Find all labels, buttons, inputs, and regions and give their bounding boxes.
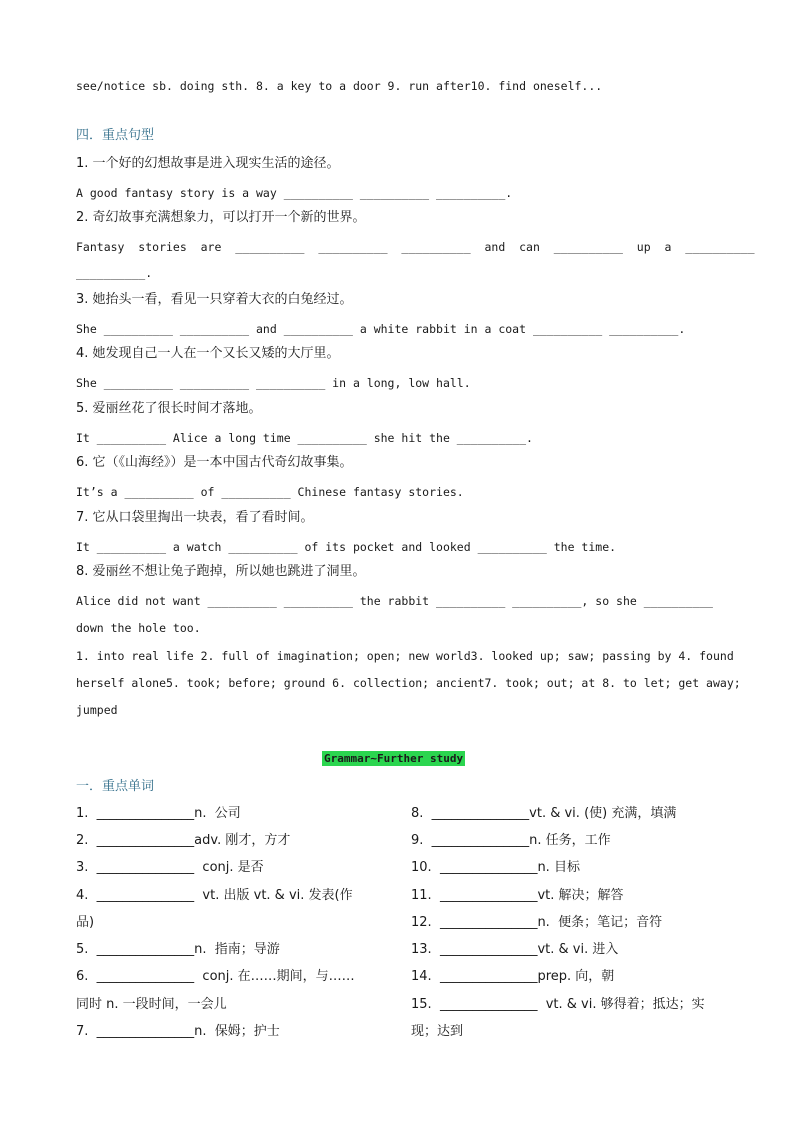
vocab-item: 4. _______________ vt. 出版 vt. & vi. 发表(作 xyxy=(76,888,353,903)
section-title: Grammar~Further study xyxy=(324,752,464,765)
vocab-item: 3. _______________ conj. 是否 xyxy=(76,860,264,875)
prompt-4: 4. 她发现自己一人在一个又长又矮的大厅里。 xyxy=(76,346,340,361)
vocab-item: 10. _______________n. 目标 xyxy=(411,860,580,875)
blank-line-1: A good fantasy story is a way __________ __________ __________. xyxy=(76,186,513,200)
section-heading-sentences: 四．重点句型 xyxy=(76,128,155,143)
blank-line-2: Fantasy stories are __________ __________ __________ and can __________ up a __________ xyxy=(76,240,755,254)
vocab-item-cont: 品) xyxy=(76,915,95,930)
answer-line: herself alone5. took; before; ground 6. collection; ancient7. took; out; at 8. to let; get away; xyxy=(76,676,741,690)
vocab-item: 2. _______________adv. 刚才，方才 xyxy=(76,833,291,848)
prompt-2: 2. 奇幻故事充满想象力，可以打开一个新的世界。 xyxy=(76,210,366,225)
answer-line: 1. into real life 2. full of imagination; open; new world3. looked up; saw; passing by 4. found xyxy=(76,649,734,663)
prompt-1: 1. 一个好的幻想故事是进入现实生活的途径。 xyxy=(76,156,340,171)
vocab-item: 7. _______________n. 保姆；护士 xyxy=(76,1024,280,1039)
prompt-3: 3. 她抬头一看，看见一只穿着大衣的白兔经过。 xyxy=(76,292,353,307)
vocab-item: 1. _______________n. 公司 xyxy=(76,806,241,821)
vocab-item: 12. _______________n. 便条；笔记；音符 xyxy=(411,915,663,930)
blank-line-4: She __________ __________ __________ in a long, low hall. xyxy=(76,376,471,390)
prompt-6: 6. 它（《山海经》）是一本中国古代奇幻故事集。 xyxy=(76,455,353,470)
vocab-item: 13. _______________vt. & vi. 进入 xyxy=(411,942,619,957)
vocab-item-cont: 同时 n. 一段时间，一会儿 xyxy=(76,997,227,1012)
vocab-item: 6. _______________ conj. 在……期间，与…… xyxy=(76,969,355,984)
section-heading-words: 一．重点单词 xyxy=(76,779,155,794)
blank-line-5: It __________ Alice a long time __________ she hit the __________. xyxy=(76,431,533,445)
blank-line-3: She __________ __________ and __________ a white rabbit in a coat __________ __________. xyxy=(76,322,686,336)
blank-line-2-cont: __________. xyxy=(76,266,153,280)
vocab-item: 11. _______________vt. 解决；解答 xyxy=(411,888,624,903)
text-line: see/notice sb. doing sth. 8. a key to a door 9. run after10. find oneself... xyxy=(76,79,603,93)
vocab-item: 14. _______________prep. 向，朝 xyxy=(411,969,615,984)
blank-line-6: It’s a __________ of __________ Chinese fantasy stories. xyxy=(76,485,464,499)
prompt-7: 7. 它从口袋里掏出一块表，看了看时间。 xyxy=(76,510,314,525)
vocab-item-cont: 现；达到 xyxy=(411,1024,464,1039)
blank-line-8: Alice did not want __________ __________ the rabbit __________ __________, so she __________ xyxy=(76,594,713,608)
blank-line-8-cont: down the hole too. xyxy=(76,621,201,635)
vocab-item: 8. _______________vt. & vi. (使) 充满，填满 xyxy=(411,806,677,821)
prompt-8: 8. 爱丽丝不想让兔子跑掉，所以她也跳进了洞里。 xyxy=(76,564,366,579)
vocab-item: 15. _______________ vt. & vi. 够得着；抵达；实 xyxy=(411,997,705,1012)
vocab-item: 5. _______________n. 指南；导游 xyxy=(76,942,280,957)
prompt-5: 5. 爱丽丝花了很长时间才落地。 xyxy=(76,401,262,416)
vocab-item: 9. _______________n. 任务，工作 xyxy=(411,833,611,848)
blank-line-7: It __________ a watch __________ of its pocket and looked __________ the time. xyxy=(76,540,617,554)
answer-line: jumped xyxy=(76,703,118,717)
